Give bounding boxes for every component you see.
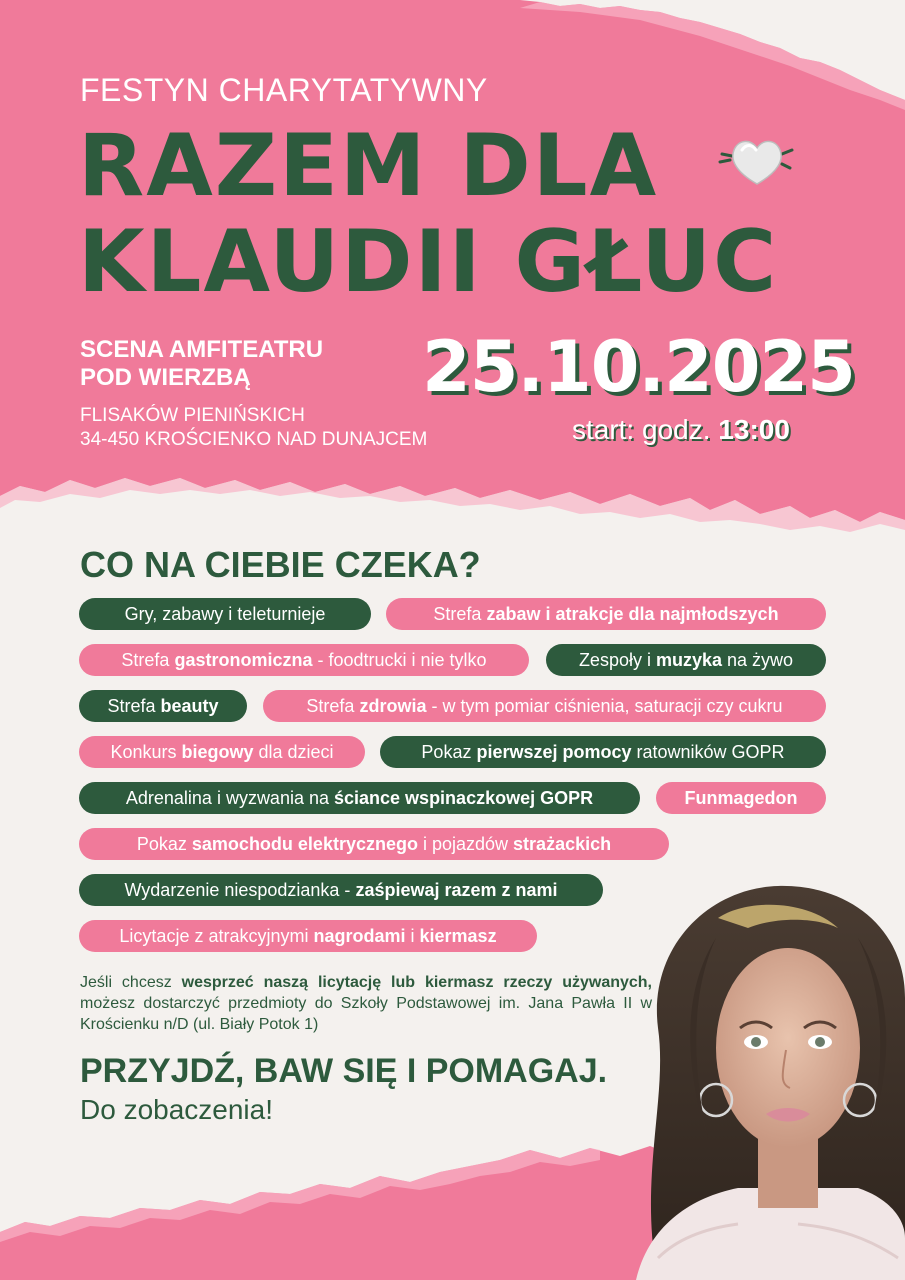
attraction-text: Gry, zabawy i teleturnieje [124,604,326,624]
attraction-highlight: strażackich [513,834,612,854]
event-date: 25.10.2025 [422,326,855,408]
attraction-text: i [405,926,420,946]
info-text: możesz dostarczyć przedmioty do Szkoły Podstawowej im. Jana Pawła II w Krościenku n/D (ul. Biały Potok 1) [80,995,652,1033]
call-to-action: PRZYJDŹ, BAW SIĘ I POMAGAJ. [80,1052,608,1090]
info-text: Jeśli chcesz [80,974,182,991]
attraction-highlight: biegowy [181,742,254,762]
attraction-highlight: gastronomiczna [174,650,313,670]
attraction-text: Strefa [433,604,487,624]
venue [80,336,323,392]
attraction-pill [79,828,669,860]
attraction-text: na żywo [722,650,794,670]
attraction-highlight: Funmagedon [684,788,798,808]
attraction-text: Licytacje z atrakcyjnymi [119,926,314,946]
section-title: CO NA CIEBIE CZEKA? [80,544,481,585]
attraction-text: - foodtrucki i nie tylko [312,650,487,670]
attraction-text: i pojazdów [417,834,514,854]
title-line-1: RAZEM DLA [78,116,659,216]
start-hour: 13:00 [718,414,790,445]
attraction-pill [79,920,537,952]
attraction-pill [79,782,640,814]
venue-line-1: SCENA AMFITEATRU [80,336,324,363]
attraction-highlight: beauty [160,696,219,716]
attraction-text: Strefa [121,650,175,670]
attraction-highlight: nagrodami [313,926,406,946]
attraction-pill [79,874,603,906]
address [80,404,427,452]
attraction-text: - w tym pomiar ciśnienia, saturacji czy cukru [426,696,783,716]
attraction-text: Konkurs [110,742,182,762]
farewell-text: Do zobaczenia! [80,1094,274,1125]
start-time [572,414,790,446]
donation-info [80,972,652,1035]
address-line-1: FLISAKÓW PIENIŃSKICH [80,405,305,426]
attraction-text: Pokaz [136,834,192,854]
event-title [78,118,778,310]
attraction-pill [79,644,529,676]
attraction-highlight: samochodu elektrycznego [191,834,418,854]
event-pretitle: FESTYN CHARYTATYWNY [80,72,488,108]
info-highlight: wesprzeć naszą licytację lub kiermasz rzeczy używanych, [181,974,652,991]
start-label: start: godz. [572,414,711,445]
attraction-highlight: zdrowia [359,696,427,716]
heart-icon [716,128,798,190]
attraction-highlight: muzyka [655,650,723,670]
attraction-highlight: zabaw i atrakcje dla najmłodszych [486,604,779,624]
attraction-pill [386,598,826,630]
title-line-2: KLAUDII GŁUC [78,212,779,312]
attraction-pill [380,736,826,768]
attraction-highlight: ściance wspinaczkowej GOPR [334,788,594,808]
attraction-text: Strefa [107,696,161,716]
attraction-text: Wydarzenie niespodzianka - [124,880,356,900]
attraction-text: dla dzieci [253,742,334,762]
attraction-pill [79,598,371,630]
attraction-pill [263,690,826,722]
attraction-pill [546,644,826,676]
portrait-photo [598,878,905,1280]
attraction-text: ratowników GOPR [631,742,785,762]
attraction-highlight: zaśpiewaj razem z nami [355,880,558,900]
attraction-pill [79,736,365,768]
attraction-text: Pokaz [421,742,477,762]
attraction-text: Strefa [306,696,360,716]
attraction-pill [79,690,247,722]
attraction-highlight: pierwszej pomocy [476,742,632,762]
attraction-text: Zespoły i [578,650,656,670]
attraction-highlight: kiermasz [419,926,497,946]
address-line-2: 34-450 KROŚCIENKO NAD DUNAJCEM [80,429,428,450]
attraction-text: Adrenalina i wyzwania na [125,788,334,808]
attraction-pill [656,782,826,814]
venue-line-2: POD WIERZBĄ [80,364,251,391]
